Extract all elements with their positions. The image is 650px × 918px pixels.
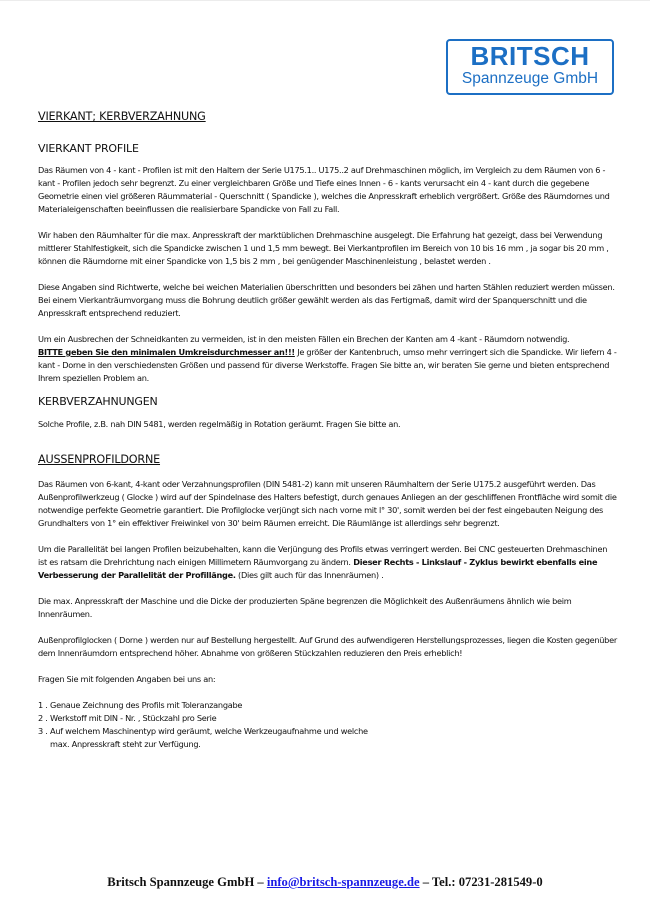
paragraph: Außenprofilglocken ( Dorne ) werden nur auf Bestellung hergestellt. Auf Grund des aufwendigeren Herstellungsprozesses, liegen die Kosten gegenüber dem Innenräumdorn entsprechend höher. Abnahme von größeren Stückzahlen reduzieren den Preis erheblich!: [38, 635, 617, 658]
company-logo: [446, 39, 614, 95]
heading-vierkant-profile: VIERKANT PROFILE: [38, 142, 139, 155]
top-border: [0, 0, 650, 1]
paragraph: Fragen Sie mit folgenden Angaben bei uns an:: [38, 674, 216, 684]
document-body: [38, 110, 618, 751]
list-text: Werkstoff mit DIN - Nr. , Stückzahl pro Serie: [50, 713, 217, 723]
paragraph-text: Je größer der Kantenbruch, umso mehr verringert sich die Spandicke. Wir liefern 4 - kant - Dorne in den verschiedensten Größen und passend für diverse Werkstoffe. Fragen Sie bitte an, wir beraten Sie gerne und bieten entsprechend Ihrem speziellen Problem an.: [38, 347, 617, 383]
heading-aussenprofildorne: AUSSENPROFILDORNE: [38, 453, 161, 466]
emphasis-notice: BITTE geben Sie den minimalen Umkreisdurchmesser an!!!: [38, 347, 295, 357]
logo-subtitle: Spannzeuge GmbH: [461, 70, 599, 87]
heading-kerbverzahnungen: KERBVERZAHNUNGEN: [38, 395, 158, 408]
list-item: [38, 699, 618, 712]
requirements-list: [38, 699, 618, 751]
paragraph: Diese Angaben sind Richtwerte, welche bei weichen Materialien überschritten und besonders bei zähen und harten Stählen reduziert werden müssen. Bei einem Vierkanträumvorgang muss die Bohrung deutlich größer gewählt werden als das Fertigmaß, damit wird der Spanquerschnitt und die Anpresskraft entsprechend reduziert.: [38, 282, 615, 318]
list-text: Auf welchem Maschinentyp wird geräumt, welche Werkzeugaufnahme und welche max. Anpresskraft steht zur Verfügung.: [50, 726, 368, 749]
paragraph: Das Räumen von 6-kant, 4-kant oder Verzahnungsprofilen (DIN 5481-2) kann mit unseren Räumhaltern der Serie U175.2 ausgeführt werden. Das Außenprofilwerkzeug ( Glocke ) wird auf der Spindelnase des Halters befestigt, durch genaues Anliegen an der geschliffenen Frontfläche wird somit die notwendige perfekte Geometrie garantiert. Die Profilglocke verjüngt sich nach vorne mit l° 30', somit werden bei der fest eingebauten Neigung des Grundhalters von 1° ein effektiver Freiwinkel von 30' beim Räumen erreicht. Die Räumlänge ist allerdings sehr begrenzt.: [38, 479, 617, 528]
list-number: 1 .: [38, 700, 48, 710]
paragraph-text: (Dies gilt auch für das Innenräumen) .: [235, 570, 384, 580]
paragraph: Das Räumen von 4 - kant - Profilen ist mit den Haltern der Serie U175.1.. U175..2 auf Drehmaschinen möglich, im Vergleich zu dem Räumen von 6 - kant - Profilen jedoch sehr begrenzt. Zu einer vergleichbaren Größe und Tiefe eines Innen - 6 - kants verursacht ein 4 - kant durch die gegebene Geometrie einen viel größeren Räummaterial - Querschnitt ( Spandicke ), welches die Anpresskraft erheblich vergrößert. Größe des Räumdornes und Materialeigenschaften beeinflussen die realisierbare Spandicke von Fall zu Fall.: [38, 165, 610, 214]
footer: [0, 875, 650, 890]
document-title: VIERKANT; KERBVERZAHNUNG: [38, 110, 206, 123]
logo-brand: BRITSCH: [470, 41, 590, 71]
paragraph-text: Um ein Ausbrechen der Schneidkanten zu vermeiden, ist in den meisten Fällen ein Brechen der Kanten am 4 -kant - Räumdorn notwendig.: [38, 334, 570, 344]
list-item: [38, 712, 618, 725]
paragraph: [38, 333, 618, 385]
paragraph: Die max. Anpresskraft der Maschine und die Dicke der produzierten Späne begrenzen die Möglichkeit des Außenräumens ähnlich wie beim Innenräumen.: [38, 596, 572, 619]
paragraph: Solche Profile, z.B. nah DIN 5481, werden regelmäßig in Rotation geräumt. Fragen Sie bitte an.: [38, 419, 401, 429]
list-item: [38, 725, 618, 751]
footer-email-link[interactable]: info@britsch-spannzeuge.de: [266, 875, 420, 889]
paragraph-text: Um die Parallelität bei langen Profilen beizubehalten, kann die Verjüngung des Profils etwas verringert werden. Bei CNC gesteuerten Drehmaschinen ist es ratsam die Drehrichtung nach einigen Millimetern Räumvorgang zu ändern.: [38, 544, 608, 567]
footer-phone: – Tel.: 07231-281549-0: [419, 875, 543, 889]
paragraph: Wir haben den Räumhalter für die max. Anpresskraft der marktüblichen Drehmaschine ausgelegt. Die Erfahrung hat gezeigt, dass bei Verwendung mittlerer Stahlfestigkeit, sich die Spandicke zwischen 1 und 1,5 mm bewegt. Bei Vierkantprofilen im Bereich von 10 bis 16 mm , ja sogar bis 20 mm , können die Räumdorne mit einer Spandicke von 1,5 bis 2 mm , bei genügender Maschinenleistung , belastet werden .: [38, 230, 609, 266]
bold-text: Dieser Rechts - Linkslauf - Zyklus bewirkt ebenfalls eine Verbesserung der Parallelität der Profillänge.: [38, 557, 598, 580]
list-number: 2 .: [38, 713, 48, 723]
footer-company: Britsch Spannzeuge GmbH –: [107, 875, 267, 889]
list-text: Genaue Zeichnung des Profils mit Toleranzangabe: [50, 700, 243, 710]
paragraph: [38, 543, 618, 582]
list-number: 3 .: [38, 726, 48, 736]
